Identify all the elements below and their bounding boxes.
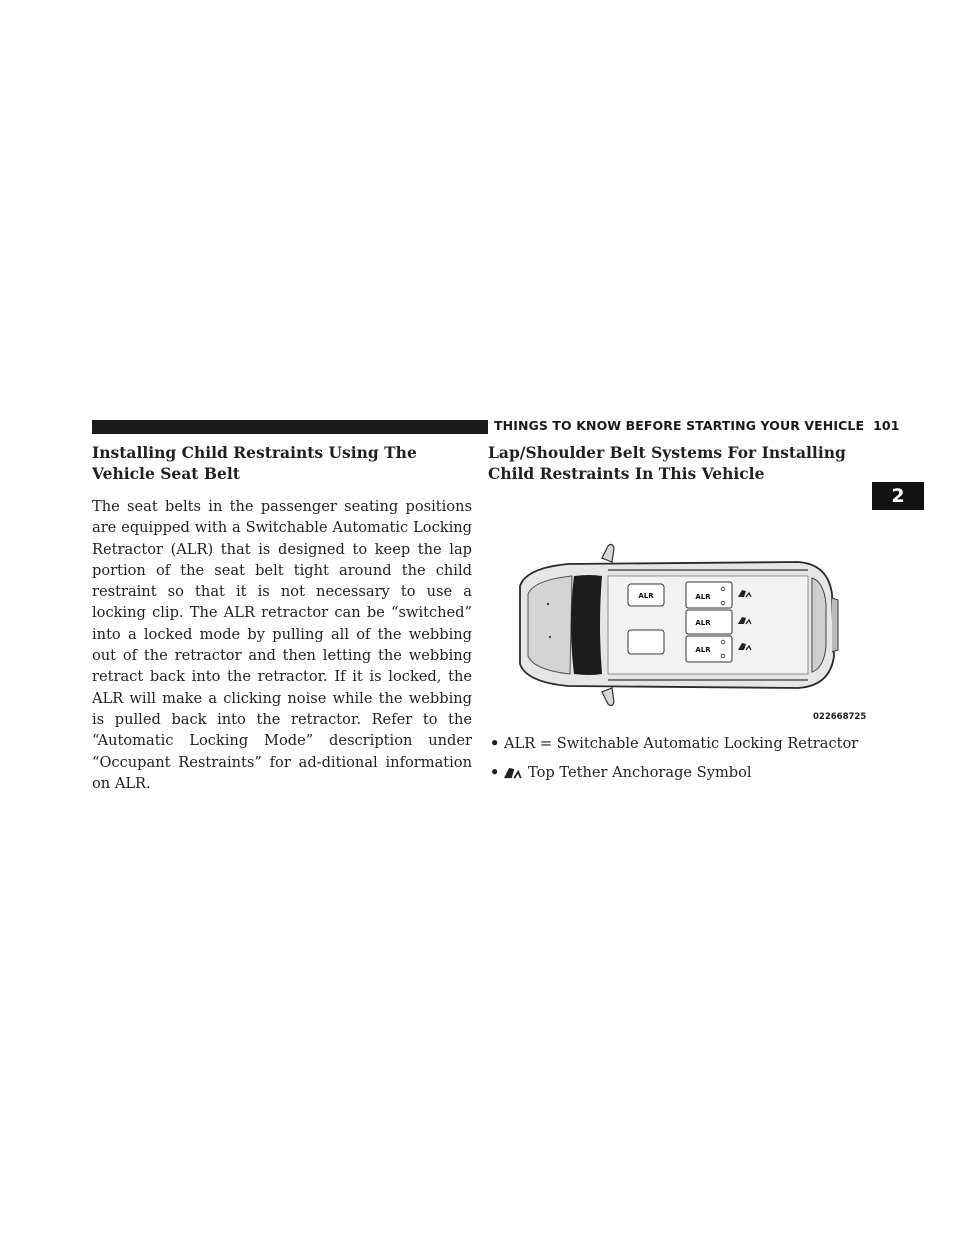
left-column [92, 442, 472, 794]
legend-tether-text: Top Tether Anchorage Symbol [528, 764, 752, 781]
right-column [488, 442, 878, 484]
list-item [490, 762, 870, 783]
figure-code: 022668725 [813, 712, 867, 722]
legend-list [490, 733, 870, 791]
front-seat-alr-label: ALR [638, 592, 654, 600]
rear-seat-left-alr-label: ALR [695, 646, 711, 654]
section-heading-child-restraints: Installing Child Restraints Using The Vehicle Seat Belt [92, 443, 417, 483]
list-item [490, 733, 870, 754]
rear-seat-right-alr-label: ALR [695, 593, 711, 601]
top-tether-anchorage-icon [504, 766, 522, 780]
rear-seat-center-alr-label: ALR [695, 619, 711, 627]
header-bar [92, 420, 488, 434]
page-number: 101 [873, 418, 900, 433]
vehicle-seating-diagram [498, 534, 866, 724]
section-heading-belt-systems: Lap/Shoulder Belt Systems For Installing Child Restraints In This Vehicle [488, 443, 846, 483]
body-paragraph-alr: The seat belts in the passenger seating positions are equipped with a Switchable Automatic Locking Retractor (ALR) that is designed to keep the lap portion of the seat belt tight around the child restraint so that it is not necessary to use a locking clip. The ALR retractor can be “switched” into a locked mode by pulling all of the webbing out of the retractor and then letting the webbing retract back into the retractor. If it is locked, the ALR will make a clicking noise while the webbing is pulled back into the retractor. Refer to the “Automatic Locking Mode” description under “Occupant Restraints” for ad-ditional information on ALR. [92, 498, 472, 792]
running-header [494, 418, 900, 433]
bullet-glyph: • [490, 735, 500, 752]
chapter-tab: 2 [872, 482, 924, 510]
bullet-glyph: • [490, 764, 500, 781]
section-title: THINGS TO KNOW BEFORE STARTING YOUR VEHICLE [494, 418, 865, 433]
legend-alr-text: ALR = Switchable Automatic Locking Retractor [504, 735, 859, 752]
